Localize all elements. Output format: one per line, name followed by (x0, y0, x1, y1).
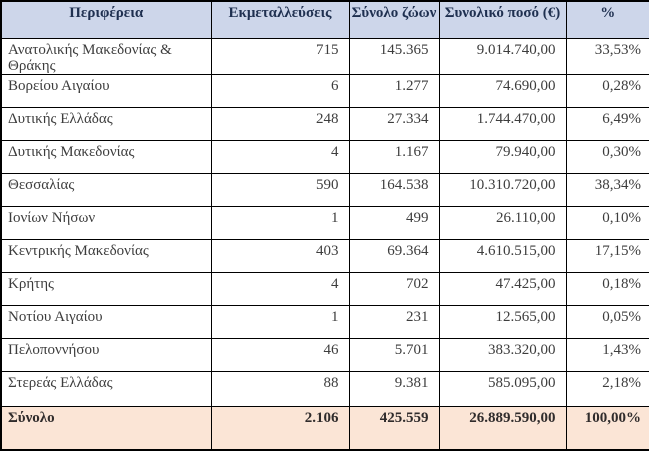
animals-cell: 69.364 (349, 239, 439, 272)
table-row (1, 371, 649, 406)
table-row (1, 107, 649, 140)
animals-cell: 1.167 (349, 140, 439, 173)
amount-cell: 383.320,00 (439, 338, 566, 371)
col-header-region: Περιφέρεια (1, 1, 211, 38)
holdings-cell: 6 (211, 74, 349, 107)
percent-cell: 38,34% (566, 173, 649, 206)
holdings-cell: 715 (211, 38, 349, 74)
percent-cell: 1,43% (566, 338, 649, 371)
percent-cell: 0,28% (566, 74, 649, 107)
region-cell: Ανατολικής Μακεδονίας & Θράκης (1, 38, 211, 74)
holdings-cell: 88 (211, 371, 349, 406)
amount-cell: 4.610.515,00 (439, 239, 566, 272)
animals-cell: 499 (349, 206, 439, 239)
region-cell: Στερεάς Ελλάδας (1, 371, 211, 406)
holdings-cell: 1 (211, 305, 349, 338)
percent-cell: 0,30% (566, 140, 649, 173)
amount-cell: 585.095,00 (439, 371, 566, 406)
region-cell: Κεντρικής Μακεδονίας (1, 239, 211, 272)
table-row (1, 338, 649, 371)
holdings-cell: 4 (211, 140, 349, 173)
total-row (1, 406, 649, 450)
animals-cell: 231 (349, 305, 439, 338)
animals-cell: 1.277 (349, 74, 439, 107)
table-row (1, 173, 649, 206)
amount-cell: 9.014.740,00 (439, 38, 566, 74)
col-header-amount: Συνολικό ποσό (€) (439, 1, 566, 38)
region-cell: Νοτίου Αιγαίου (1, 305, 211, 338)
table-row (1, 140, 649, 173)
animals-cell: 702 (349, 272, 439, 305)
holdings-cell: 46 (211, 338, 349, 371)
table-row (1, 38, 649, 74)
col-header-animals: Σύνολο ζώων (349, 1, 439, 38)
table-row (1, 305, 649, 338)
col-header-holdings: Εκμεταλλεύσεις (211, 1, 349, 38)
region-cell: Βορείου Αιγαίου (1, 74, 211, 107)
percent-cell: 17,15% (566, 239, 649, 272)
amount-cell: 74.690,00 (439, 74, 566, 107)
region-cell: Δυτικής Μακεδονίας (1, 140, 211, 173)
region-cell: Ιονίων Νήσων (1, 206, 211, 239)
table-row (1, 206, 649, 239)
holdings-cell: 403 (211, 239, 349, 272)
total-animals-cell: 425.559 (349, 406, 439, 450)
animals-cell: 27.334 (349, 107, 439, 140)
amount-cell: 79.940,00 (439, 140, 566, 173)
table-row (1, 272, 649, 305)
percent-cell: 0,18% (566, 272, 649, 305)
percent-cell: 2,18% (566, 371, 649, 406)
table-row (1, 74, 649, 107)
total-percent-cell: 100,00% (566, 406, 649, 450)
col-header-percent: % (566, 1, 649, 38)
region-cell: Δυτικής Ελλάδας (1, 107, 211, 140)
table-row (1, 239, 649, 272)
animals-cell: 9.381 (349, 371, 439, 406)
holdings-cell: 590 (211, 173, 349, 206)
holdings-cell: 1 (211, 206, 349, 239)
amount-cell: 26.110,00 (439, 206, 566, 239)
animals-cell: 164.538 (349, 173, 439, 206)
percent-cell: 33,53% (566, 38, 649, 74)
region-cell: Κρήτης (1, 272, 211, 305)
total-label: Σύνολο (1, 406, 211, 450)
amount-cell: 47.425,00 (439, 272, 566, 305)
total-holdings-cell: 2.106 (211, 406, 349, 450)
animals-cell: 145.365 (349, 38, 439, 74)
percent-cell: 0,10% (566, 206, 649, 239)
percent-cell: 0,05% (566, 305, 649, 338)
holdings-cell: 4 (211, 272, 349, 305)
percent-cell: 6,49% (566, 107, 649, 140)
amount-cell: 12.565,00 (439, 305, 566, 338)
holdings-cell: 248 (211, 107, 349, 140)
amount-cell: 10.310.720,00 (439, 173, 566, 206)
region-cell: Πελοποννήσου (1, 338, 211, 371)
total-amount-cell: 26.889.590,00 (439, 406, 566, 450)
region-cell: Θεσσαλίας (1, 173, 211, 206)
amount-cell: 1.744.470,00 (439, 107, 566, 140)
animals-cell: 5.701 (349, 338, 439, 371)
table-header-row (1, 1, 649, 38)
